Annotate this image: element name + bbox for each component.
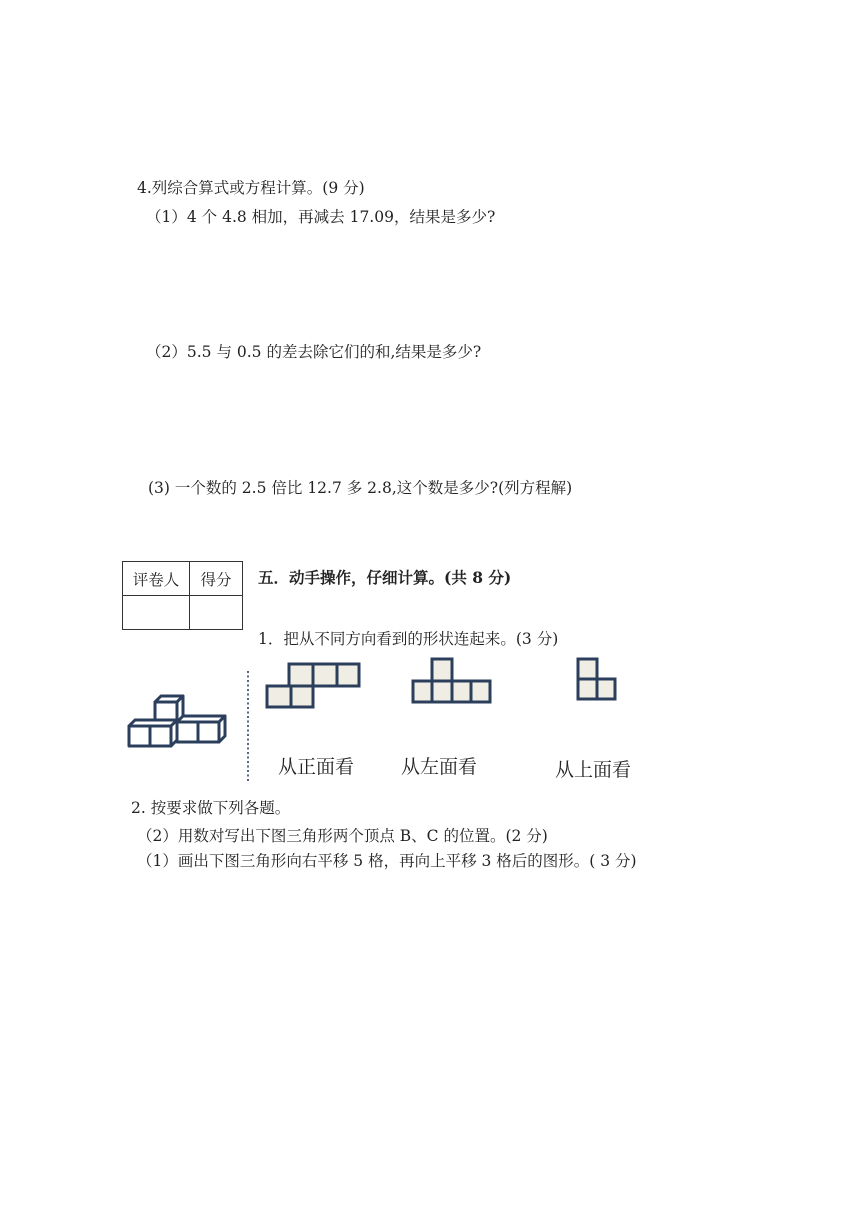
section5-q2-sub1: （1）画出下图三角形向右平移 5 格，再向上平移 3 格后的图形。( 3 分) bbox=[137, 852, 637, 870]
cube-stack-figure bbox=[127, 692, 237, 752]
score-cell[interactable] bbox=[190, 596, 243, 630]
q4-title: 4.列综合算式或方程计算。(9 分) bbox=[137, 179, 365, 197]
caption-top-view: 从上面看 bbox=[555, 759, 632, 781]
caption-left-view: 从左面看 bbox=[401, 756, 478, 778]
score-table bbox=[122, 561, 243, 630]
q4-part3: (3) 一个数的 2.5 倍比 12.7 多 2.8,这个数是多少?(列方程解) bbox=[148, 479, 573, 497]
q4-part1: （1）4 个 4.8 相加，再减去 17.09，结果是多少? bbox=[146, 208, 496, 226]
section5-q2-sub2: （2）用数对写出下图三角形两个顶点 B、C 的位置。(2 分) bbox=[137, 827, 548, 845]
dotted-divider bbox=[246, 671, 250, 783]
score-label: 得分 bbox=[190, 562, 243, 596]
section5-title: 五．动手操作，仔细计算。(共 8 分) bbox=[258, 568, 512, 587]
view-shape-2 bbox=[411, 657, 493, 705]
caption-front-view: 从正面看 bbox=[278, 756, 355, 778]
view-shape-3 bbox=[576, 657, 618, 703]
section5-q2: 2. 按要求做下列各题。 bbox=[131, 799, 291, 817]
q4-part2: （2）5.5 与 0.5 的差去除它们的和,结果是多少? bbox=[146, 343, 482, 361]
grader-label: 评卷人 bbox=[123, 562, 190, 596]
section5-q1: 1．把从不同方向看到的形状连起来。(3 分) bbox=[258, 630, 559, 648]
view-shape-1 bbox=[265, 662, 363, 710]
grader-cell[interactable] bbox=[123, 596, 190, 630]
